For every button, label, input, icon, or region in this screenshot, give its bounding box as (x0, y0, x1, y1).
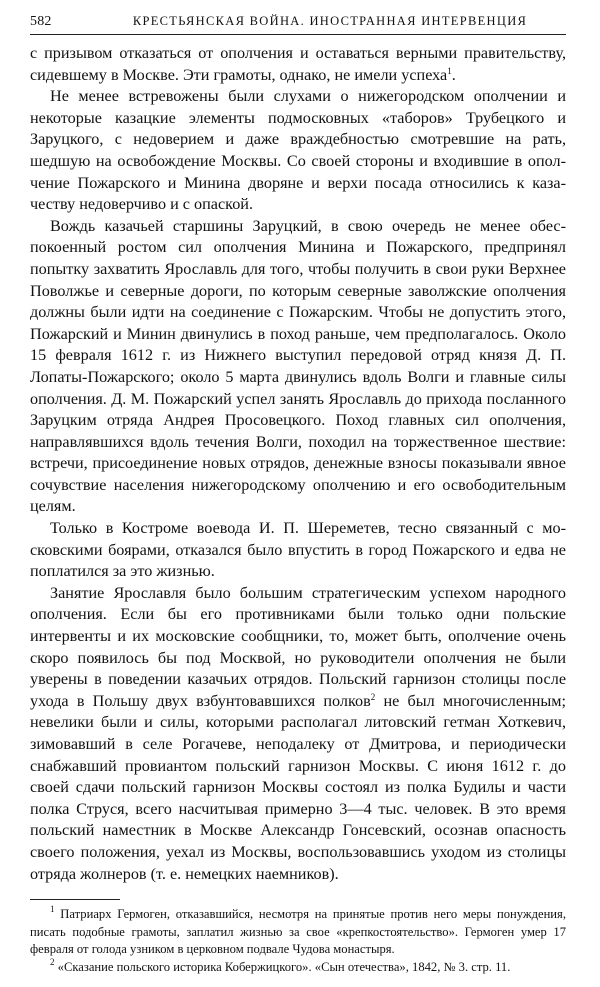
paragraph: Только в Костроме воевода И. П. Шереметев, тесно связанный с московскими боярами, отказался было впустить в город Пожарского и едва не поплатился за это жизнью. (30, 519, 566, 581)
paragraph: с призывом отказаться от ополчения и оставаться верными правительству, сидевшему в Москве. Эти грамоты, однако, не имели успеха$^1$. (30, 44, 566, 84)
footnote-number: 2 (50, 956, 55, 967)
page-header (30, 14, 566, 34)
footnote-number: 1 (50, 904, 55, 915)
page-number: 582 (30, 14, 52, 29)
paragraph: Не менее встревожены были слухами о нижегородском ополчении и некоторые казацкие элементы подмосковных «таборов» Трубецкого и Заруцкого, с недоверием и даже враждебностью смотревшие на рать, шедшую на освобождение Москвы. Со своей стороны и входившие в ополчение Пожарского и Минина дворяне и верхи посада относились к казачеству недоверчиво и с опаской. (30, 87, 566, 214)
running-title: КРЕСТЬЯНСКАЯ ВОЙНА. ИНОСТРАННАЯ ИНТЕРВЕНЦИЯ (132, 14, 528, 28)
main-text (30, 43, 566, 885)
paragraph: Вождь казачьей старшины Заруцкий, в свою очередь не менее обеспокоенный ростом сил ополчения Минина и Пожарского, предпринял попытку захватить Ярославль для того, чтобы получить в свои руки Верхнее Поволжье и северные дороги, по которым северные заволжские ополчения должны были идти на соединение с Пожарским. Чтобы не допустить этого, Пожарский и Минин двинулись в поход раньше, чем предполагалось. Около 15 февраля 1612 г. из Нижнего выступил передовой отряд князя Д. П. Лопаты-Пожарского; около 5 марта двинулись вдоль Волги и главные силы ополчения. Д. М. Пожарский успел занять Ярославль до прихода посланного Заруцким отряда Андрея Просовецкого. Поход главных сил ополчения, направлявшихся вдоль течения Волги, походил на торжественное шествие: встречи, присоединение новых отрядов, денежные взносы показывали явное сочувствие населения нижегородскому ополчению и его освободительным целям. (30, 216, 566, 516)
footnote: $^1$ Патриарх Гермоген, отказавшийся, несмотря на принятые против него меры понуждения, писать подобные грамоты, заплатил жизнью за свое «крепкостоятельство». Гермоген умер 17 февраля от голода узником в церковном подвале Чудова монастыря. (30, 904, 566, 957)
footnote-ref[interactable]: 1 (447, 65, 452, 76)
header-rule (30, 34, 566, 35)
footnote: $^2$ «Сказание польского историка Кобержицкого». «Сын отечества», 1842, № 3. стр. 11. (50, 956, 511, 974)
footnote-ref[interactable]: 2 (370, 691, 376, 702)
paragraph: Занятие Ярославля было большим стратегическим успехом народного ополчения. Если бы его противниками были только одни польские интервенты и их московские сообщники, то, может быть, ополчение очень скоро появилось бы под Москвой, но руководители ополчения не были уверены в поведении казачьих отрядов. Польский гарнизон столицы после ухода в Польшу двух взбунтовавшихся полков$^2$ не был многочисленным; невелики были и силы, которыми располагал литовский гетман Хоткевич, зимовавший в селе Рогачеве, неподалеку от Дмитрова, и периодически снабжавший провиантом польский гарнизон Москвы. С июня 1612 г. до своей сдачи польский гарнизон Москвы состоял из полка Будилы и части полка Струся, всего насчитывая примерно 3—4 тыс. человек. В это время польский наместник в Москве Александр Гонсевский, осознав опасность своего положения, уехал из Москвы, воспользовавшись уходом из столицы отряда жолнеров (т. е. немецких наемников). (30, 583, 566, 883)
footnote-divider (30, 899, 120, 900)
footnotes (30, 906, 566, 976)
